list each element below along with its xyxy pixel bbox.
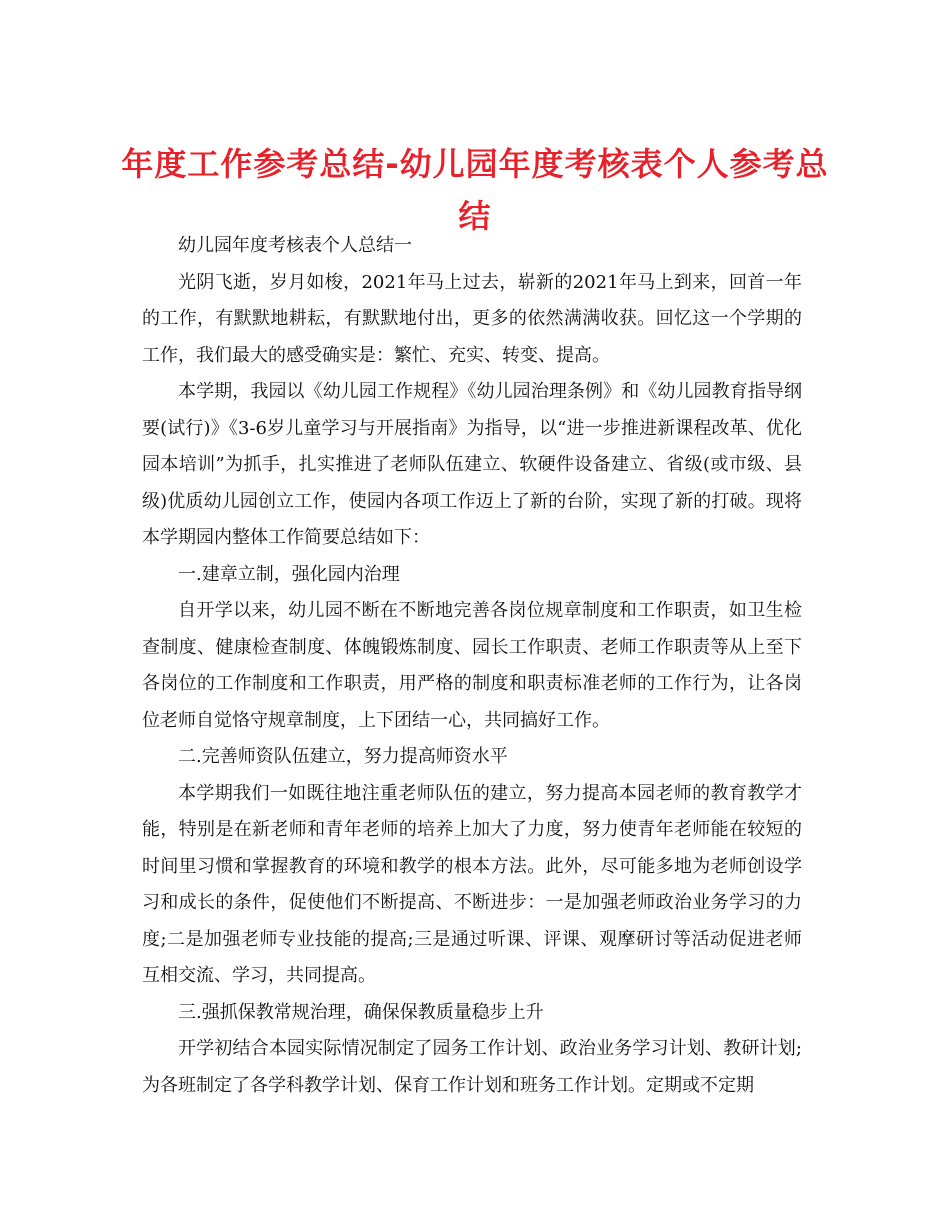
paragraph: 本学期，我园以《幼儿园工作规程》《幼儿园治理条例》和《幼儿园教育指导纲要(试行)》《3-6岁儿童学习与开展指南》为指导，以“进一步推进新课程改革、优化园本培训”为抓手，扎实推进了老师队伍建立、软硬件设备建立、省级(或市级、县级)优质幼儿园创立工作，使园内各项工作迈上了新的台阶，实现了新的打破。现将本学期园内整体工作简要总结如下： — [142, 381, 802, 548]
paragraph: 自开学以来，幼儿园不断在不断地完善各岗位规章制度和工作职责，如卫生检查制度、健康检查制度、体魄锻炼制度、园长工作职责、老师工作职责等从上至下各岗位的工作制度和工作职责，用严格的制度和职责标准老师的工作行为，让各岗位老师自觉恪守规章制度，上下团结一心，共同搞好工作。 — [142, 600, 802, 731]
paragraph: 开学初结合本园实际情况制定了园务工作计划、政治业务学习计划、教研计划;为各班制定了各学科教学计划、保育工作计划和班务工作计划。定期或不定期 — [142, 1038, 802, 1096]
paragraph: 光阴飞逝，岁月如梭，2021年马上过去，崭新的2021年马上到来，回首一年的工作，有默默地耕耘，有默默地付出，更多的依然满满收获。回忆这一个学期的工作，我们最大的感受确实是：繁忙、充实、转变、提高。 — [142, 271, 802, 366]
document-body — [142, 228, 802, 1104]
document-title: 年度工作参考总结-幼儿园年度考核表个人参考总结 — [121, 145, 829, 235]
paragraph: 本学期我们一如既往地注重老师队伍的建立，努力提高本园老师的教育教学才能，特别是在新老师和青年老师的培养上加大了力度，努力使青年老师能在较短的时间里习惯和掌握教育的环境和教学的根本方法。此外，尽可能多地为老师创设学习和成长的条件，促使他们不断提高、不断进步：一是加强老师政治业务学习的力度;二是加强老师专业技能的提高;三是通过听课、评课、观摩研讨等活动促进老师互相交流、学习，共同提高。 — [142, 782, 802, 986]
section-heading: 一.建章立制，强化园内治理 — [178, 563, 400, 585]
section-heading: 二.完善师资队伍建立，努力提高师资水平 — [178, 746, 508, 767]
section-heading: 三.强抓保教常规治理，确保保教质量稳步上升 — [178, 1001, 544, 1023]
section-heading: 幼儿园年度考核表个人总结一 — [178, 235, 412, 256]
